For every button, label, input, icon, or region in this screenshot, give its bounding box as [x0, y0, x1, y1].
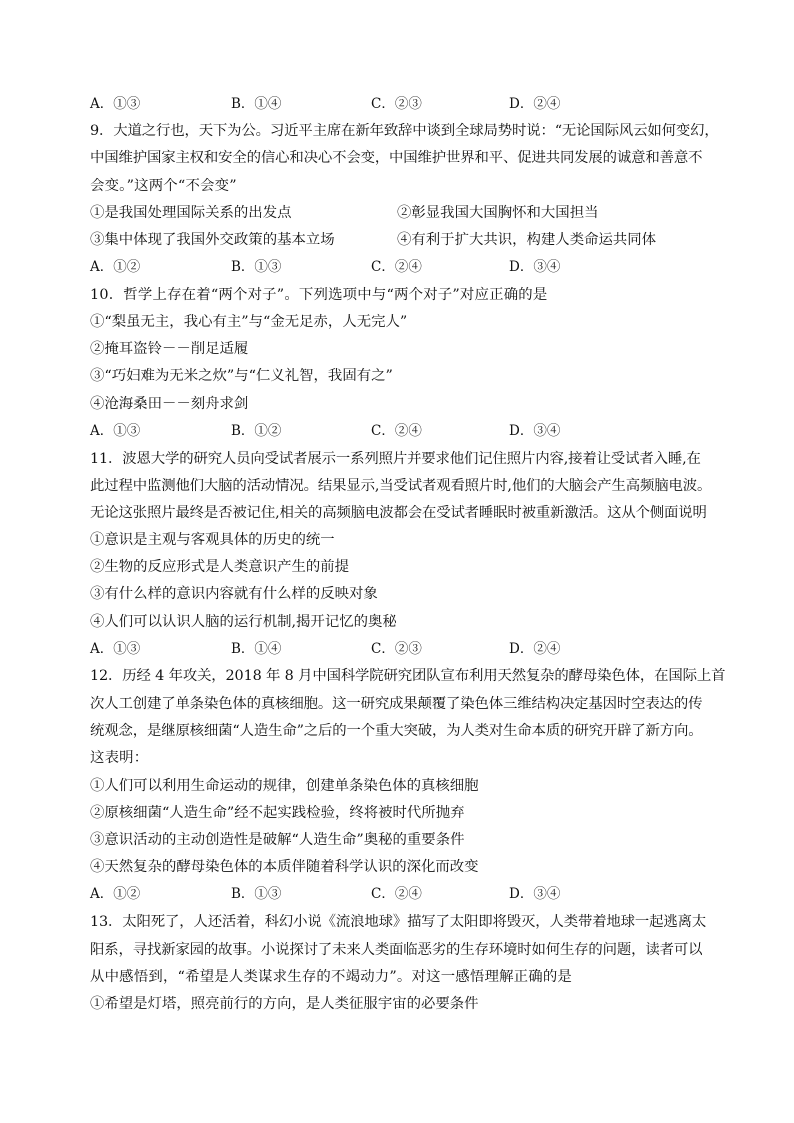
q10-option-c[interactable]: C．②④	[371, 423, 422, 439]
q9-choices-row	[90, 230, 710, 250]
q8-option-c[interactable]: C．②③	[371, 96, 422, 112]
q12-option-c[interactable]: C．②④	[371, 886, 422, 902]
q11-choice-1: ①意识是主观与客观具体的历史的统一	[90, 532, 335, 548]
q9-options	[90, 257, 710, 277]
q13-choice-1: ①希望是灯塔，照亮前行的方向，是人类征服宇宙的必要条件	[90, 996, 479, 1012]
q13-stem-line: 从中感悟到，“希望是人类谋求生存的不竭动力”。对这一感悟理解正确的是	[90, 969, 573, 985]
q11-option-a[interactable]: A．①③	[90, 641, 141, 657]
q10-choice-1: ①“梨虽无主，我心有主”与“金无足赤，人无完人”	[90, 314, 408, 330]
q12-option-d[interactable]: D．③④	[509, 886, 561, 902]
q9-choice-4: ④有利于扩大共识，构建人类命运共同体	[397, 232, 657, 248]
q13-stem-line: 阳系，寻找新家园的故事。小说探讨了未来人类面临恶劣的生存环境时如何生存的问题，读者可以	[90, 942, 703, 958]
q12-choice-4: ④天然复杂的酵母染色体的本质伴随着科学认识的深化而改变	[90, 859, 479, 875]
q9-stem-line: 会变。”这两个“不会变”	[90, 178, 237, 194]
q11-options	[90, 639, 710, 659]
q10-stem-line: 10．哲学上存在着“两个对子”。下列选项中与“两个对子”对应正确的是	[90, 287, 548, 303]
q11-option-c[interactable]: C．②③	[371, 641, 422, 657]
q11-choice-3: ③有什么样的意识内容就有什么样的反映对象	[90, 586, 378, 602]
q11-stem-line: 11．波恩大学的研究人员向受试者展示一系列照片并要求他们记住照片内容,接着让受试者入睡,在	[90, 451, 701, 467]
q10-option-a[interactable]: A．①③	[90, 423, 141, 439]
q8-options	[90, 94, 710, 114]
q9-option-b[interactable]: B．①③	[231, 259, 282, 275]
q12-options	[90, 884, 710, 904]
q12-option-b[interactable]: B．①③	[231, 886, 282, 902]
q10-option-b[interactable]: B．①②	[231, 423, 282, 439]
q9-choice-3: ③集中体现了我国外交政策的基本立场	[90, 232, 335, 248]
q12-stem-line: 这表明：	[90, 750, 149, 766]
q12-choice-3: ③意识活动的主动创造性是破解“人造生命”奥秘的重要条件	[90, 832, 465, 848]
q12-stem-line: 次人工创建了单条染色体的真核细胞。这一研究成果颠覆了染色体三维结构决定基因时空表达的传	[90, 696, 703, 712]
q10-option-d[interactable]: D．③④	[509, 423, 561, 439]
q9-stem-line: 中国维护国家主权和安全的信心和决心不会变，中国维护世界和平、促进共同发展的诚意和善意不	[90, 150, 703, 166]
q9-option-a[interactable]: A．①②	[90, 259, 141, 275]
q8-option-a[interactable]: A．①③	[90, 96, 141, 112]
q8-option-b[interactable]: B．①④	[231, 96, 282, 112]
q8-option-d[interactable]: D．②④	[509, 96, 561, 112]
q9-stem-line: 9．大道之行也，天下为公。习近平主席在新年致辞中谈到全球局势时说：“无论国际风云如何变幻，	[90, 123, 719, 139]
q9-choice-2: ②彰显我国大国胸怀和大国担当	[397, 205, 599, 221]
q11-choice-4: ④人们可以认识人脑的运行机制,揭开记忆的奥秘	[90, 614, 397, 630]
q9-option-c[interactable]: C．②④	[371, 259, 422, 275]
q11-stem-line: 无论这张照片最终是否被记住,相关的高频脑电波都会在受试者睡眠时被重新激活。这从个侧面说明	[90, 505, 707, 521]
q12-choice-2: ②原核细菌“人造生命”经不起实践检验，终将被时代所抛弃	[90, 805, 465, 821]
q10-options	[90, 421, 710, 441]
q9-choices-row	[90, 203, 710, 223]
q12-option-a[interactable]: A．①②	[90, 886, 141, 902]
q11-option-b[interactable]: B．①④	[231, 641, 282, 657]
q10-choice-3: ③“巧妇难为无米之炊”与“仁义礼智，我固有之”	[90, 368, 393, 384]
q12-choice-1: ①人们可以利用生命运动的规律，创建单条染色体的真核细胞	[90, 778, 479, 794]
q10-choice-2: ②掩耳盗铃－－削足适履	[90, 341, 249, 357]
q9-choice-1: ①是我国处理国际关系的出发点	[90, 205, 292, 221]
q9-option-d[interactable]: D．③④	[509, 259, 561, 275]
q12-stem-line: 统观念，是继原核细菌“人造生命”之后的一个重大突破，为人类对生命本质的研究开辟了新方向。	[90, 723, 703, 739]
q11-stem-line: 此过程中监测他们大脑的活动情况。结果显示,当受试者观看照片时,他们的大脑会产生高频脑电波。	[90, 478, 712, 494]
q11-option-d[interactable]: D．②④	[509, 641, 561, 657]
q13-stem-line: 13．太阳死了，人还活着，科幻小说《流浪地球》描写了太阳即将毁灭，人类带着地球一起逃离太	[90, 914, 707, 930]
q12-stem-line: 12．历经 4 年攻关，2018 年 8 月中国科学院研究团队宣布利用天然复杂的酵母染色体，在国际上首	[90, 668, 726, 684]
q10-choice-4: ④沧海桑田－－刻舟求剑	[90, 396, 249, 412]
q11-choice-2: ②生物的反应形式是人类意识产生的前提	[90, 559, 350, 575]
